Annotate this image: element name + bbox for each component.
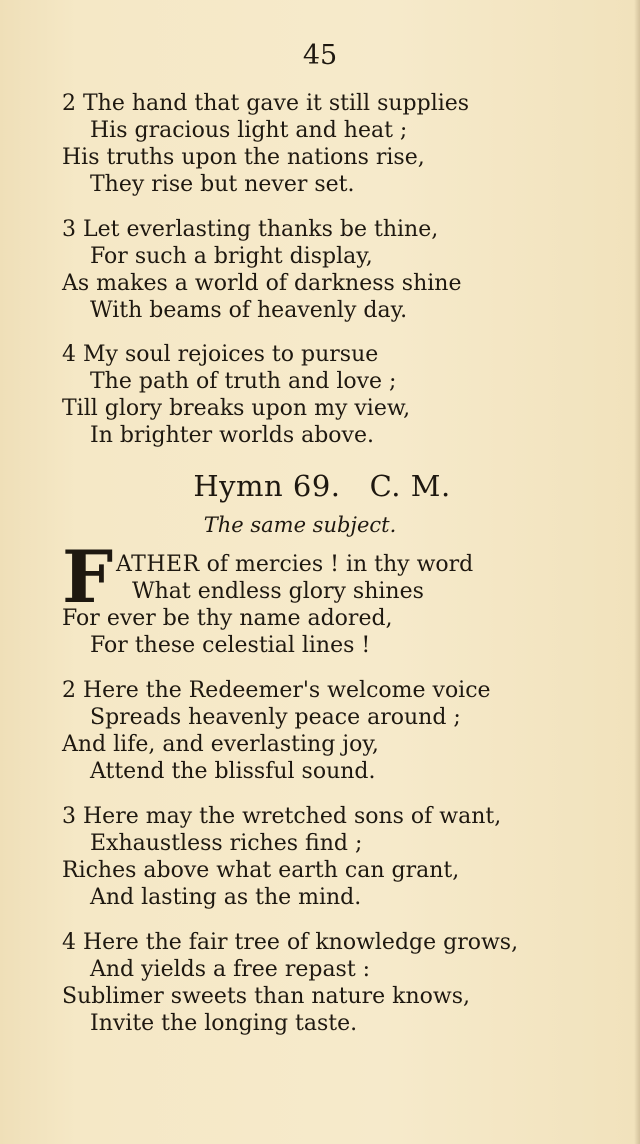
verse-line: 3 Let everlasting thanks be thine, <box>62 217 439 242</box>
page-number: 45 <box>302 40 338 71</box>
verse-line: 3 Here may the wretched sons of want, <box>62 804 502 829</box>
stanza-first-line <box>116 551 640 578</box>
hymn-title: Hymn 69. <box>193 469 341 503</box>
verse-line: Invite the longing taste. <box>90 1011 358 1036</box>
stanza-top-2 <box>62 90 622 198</box>
verse-line: Spreads heavenly peace around ; <box>90 705 461 730</box>
verse-line: Till glory breaks upon my view, <box>62 396 411 421</box>
stanza-bottom-3 <box>62 803 622 911</box>
verse-line: 4 My soul rejoices to pursue <box>62 342 379 367</box>
verse-line: With beams of heavenly day. <box>90 298 408 323</box>
verse-line: And lasting as the mind. <box>90 885 362 910</box>
verse-line: For these celestial lines ! <box>90 633 371 658</box>
verse-line: Sublimer sweets than nature knows, <box>62 984 471 1009</box>
verse-line: What endless glory shines <box>132 579 424 604</box>
verse-line: In brighter worlds above. <box>90 423 374 448</box>
hymn-meter: C. M. <box>369 469 451 503</box>
hymn-heading <box>22 469 622 503</box>
stanza-top-3 <box>62 216 622 324</box>
page-edge-shadow <box>634 0 640 1144</box>
drop-cap-letter: F <box>62 534 114 619</box>
verse-line: 2 The hand that gave it still supplies <box>62 91 470 116</box>
verse-line: His truths upon the nations rise, <box>62 145 425 170</box>
verse-line: They rise but never set. <box>90 172 355 197</box>
stanza-first-rest <box>62 605 622 659</box>
stanza-bottom-4 <box>62 929 622 1037</box>
first-word: ATHER <box>116 552 200 577</box>
verse-line: His gracious light and heat ; <box>90 118 408 143</box>
verse-line: Exhaustless riches find ; <box>90 831 363 856</box>
verse-line: And yields a free repast : <box>90 957 371 982</box>
verse-line: Riches above what earth can grant, <box>62 858 460 883</box>
verse-line: The path of truth and love ; <box>90 369 397 394</box>
verse-line: 2 Here the Redeemer's welcome voice <box>62 678 491 703</box>
verse-line: As makes a world of darkness shine <box>62 271 462 296</box>
stanza-top-4 <box>62 341 622 449</box>
stanza-first-line-2 <box>132 578 640 605</box>
verse-line: For ever be thy name adored, <box>62 606 393 631</box>
verse-line: 4 Here the fair tree of knowledge grows, <box>62 930 519 955</box>
stanza-bottom-2 <box>62 677 622 785</box>
first-line-rest: of mercies ! in thy word <box>199 552 474 577</box>
hymn-subtitle: The same subject. <box>203 513 397 537</box>
verse-line: And life, and everlasting joy, <box>62 732 379 757</box>
verse-line: For such a bright display, <box>90 244 373 269</box>
verse-line <box>116 551 640 578</box>
verse-line: Attend the blissful sound. <box>90 759 376 784</box>
